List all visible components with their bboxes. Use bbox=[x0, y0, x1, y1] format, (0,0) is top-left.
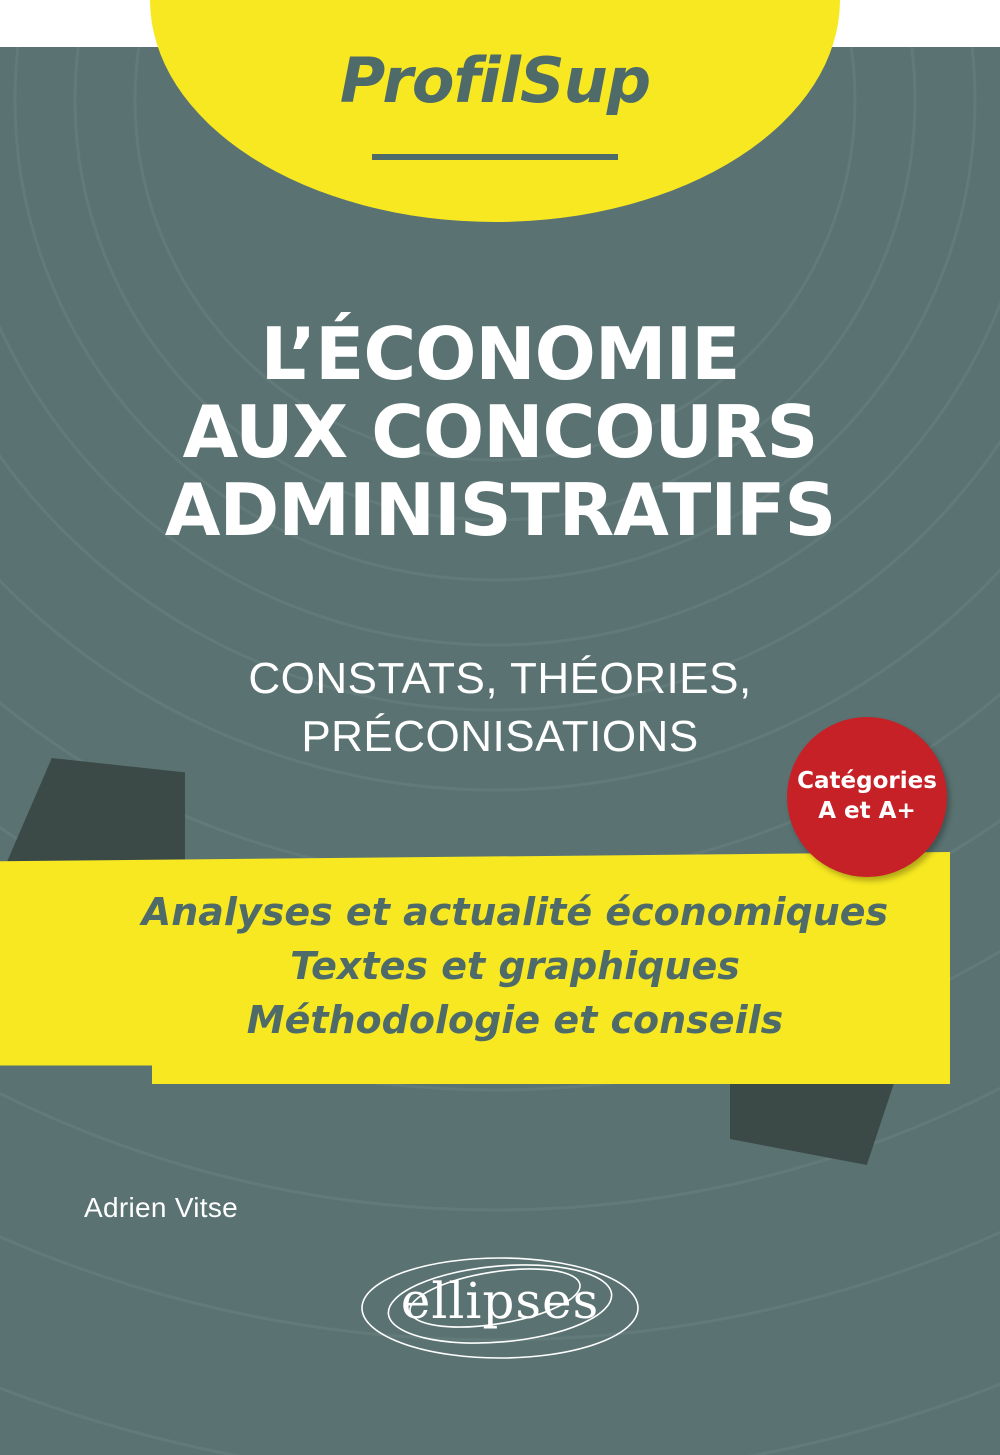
book-title bbox=[60, 312, 940, 552]
title-line-1: L’ÉCONOMIE bbox=[260, 312, 740, 396]
collection-brand-rule bbox=[372, 154, 618, 160]
title-line-3: ADMINISTRATIFS bbox=[164, 467, 836, 552]
subtitle-line-1: CONSTATS, THÉORIES, bbox=[248, 654, 752, 703]
badge-line-1: Catégories bbox=[797, 768, 937, 795]
title-line-2: AUX CONCOURS bbox=[182, 389, 818, 474]
banner-line-2: Textes et graphiques bbox=[290, 943, 740, 988]
banner-line-3: Méthodologie et conseils bbox=[246, 997, 784, 1042]
features-banner-text bbox=[120, 886, 910, 1048]
banner-line-1: Analyses et actualité économiques bbox=[141, 890, 889, 934]
author-name: Adrien Vitse bbox=[84, 1192, 239, 1223]
subtitle-line-2: PRÉCONISATIONS bbox=[301, 712, 699, 762]
badge-line-2: A et A+ bbox=[818, 798, 916, 824]
category-badge bbox=[787, 717, 947, 877]
publisher-name: ellipses bbox=[400, 1272, 600, 1330]
collection-brand: ProfilSup bbox=[339, 44, 651, 117]
